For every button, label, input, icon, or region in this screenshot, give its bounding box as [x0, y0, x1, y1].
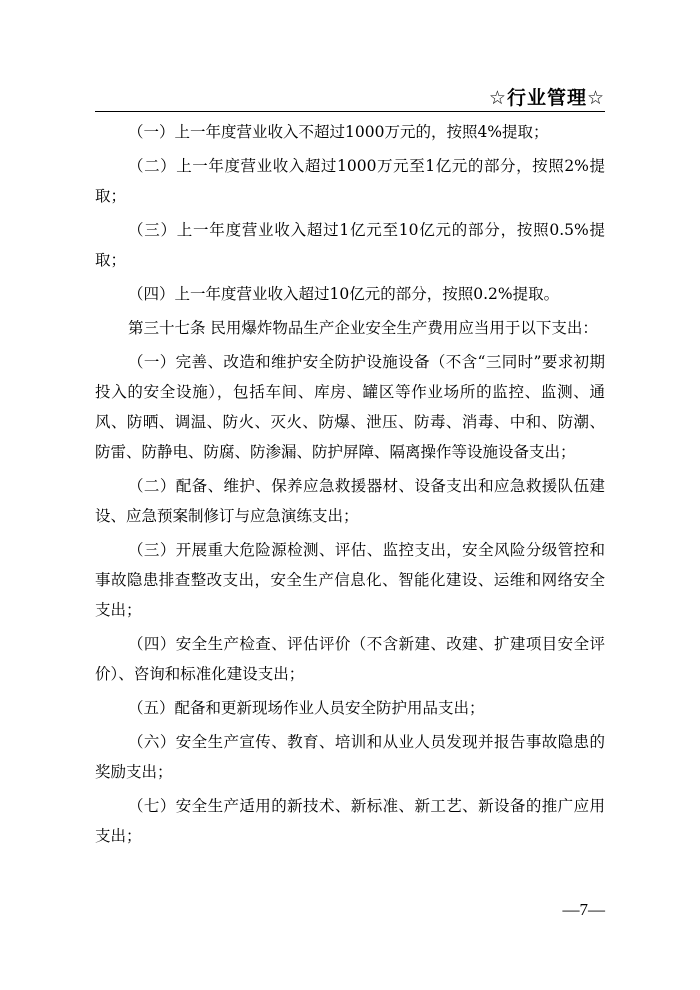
- paragraph: （六）安全生产宣传、教育、培训和从业人员发现并报告事故隐患的奖励支出；: [95, 733, 605, 781]
- paragraph: （三）上一年度营业收入超过1亿元至10亿元的部分，按照0.5%提取；: [95, 221, 605, 269]
- article-heading-paragraph: 第三十七条 民用爆炸物品生产企业安全生产费用应当用于以下支出：: [128, 319, 598, 337]
- page-number: —7—: [562, 900, 605, 919]
- paragraph: （二）配备、维护、保养应急救援器材、设备支出和应急救援队伍建设、应急预案制修订与应急演练支出；: [95, 477, 605, 525]
- paragraph: （一）上一年度营业收入不超过1000万元的，按照4%提取；: [128, 123, 549, 141]
- running-header: ☆行业管理☆: [488, 87, 605, 109]
- paragraph: （四）安全生产检查、评估评价（不含新建、改建、扩建项目安全评价）、咨询和标准化建设支出；: [95, 635, 605, 683]
- document-body: [95, 117, 605, 855]
- paragraph: （七）安全生产适用的新技术、新标准、新工艺、新设备的推广应用支出；: [95, 797, 605, 845]
- paragraph: （二）上一年度营业收入超过1000万元至1亿元的部分，按照2%提取；: [95, 157, 605, 205]
- paragraph: （一）完善、改造和维护安全防护设施设备（不含“三同时”要求初期投入的安全设施），包括车间、库房、罐区等作业场所的监控、监测、通风、防晒、调温、防火、灭火、防爆、泄压、防毒、消毒、中和、防潮、防雷、防静电、防腐、防渗漏、防护屏障、隔离操作等设施设备支出；: [95, 353, 605, 461]
- header-divider: [95, 111, 605, 112]
- paragraph: （三）开展重大危险源检测、评估、监控支出，安全风险分级管控和事故隐患排查整改支出，安全生产信息化、智能化建设、运维和网络安全支出；: [95, 541, 605, 619]
- paragraph: （五）配备和更新现场作业人员安全防护用品支出；: [128, 699, 485, 717]
- paragraph: （四）上一年度营业收入超过10亿元的部分，按照0.2%提取。: [128, 285, 560, 303]
